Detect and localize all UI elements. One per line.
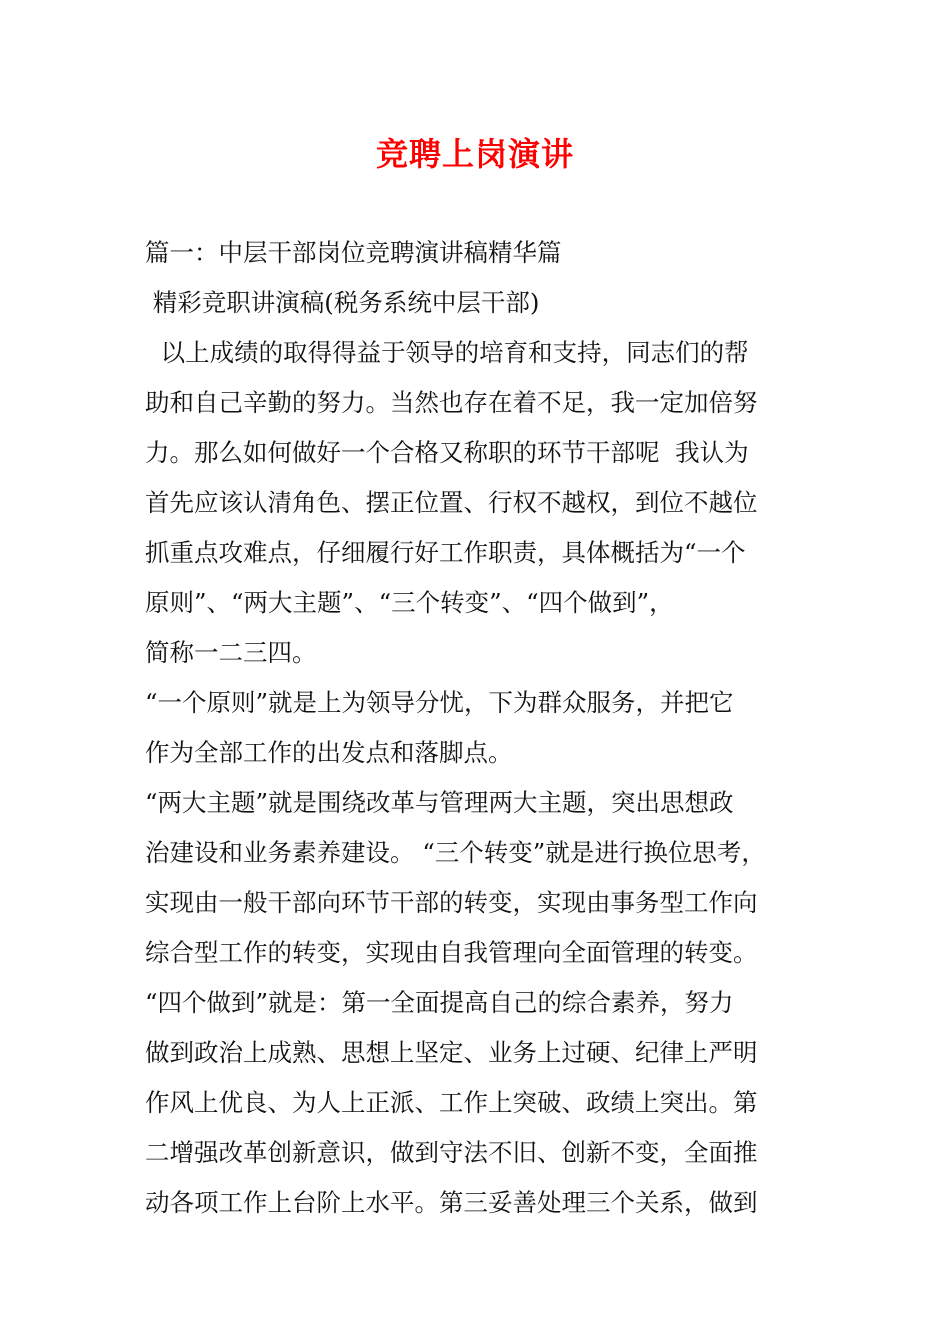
text-line: 实现由一般干部向环节干部的转变，实现由事务型工作向 xyxy=(145,888,758,917)
text-line: 作为全部工作的出发点和落脚点。 xyxy=(145,738,513,767)
text-line: 助和自己辛勤的努力。当然也存在着不足，我一定加倍努 xyxy=(145,388,758,417)
text-line: 简称一二三四。 xyxy=(145,638,317,667)
text-line: “一个原则”就是上为领导分忧，下为群众服务，并把它 xyxy=(145,688,734,717)
text-line: “两大主题”就是围绕改革与管理两大主题，突出思想政 xyxy=(145,788,734,817)
document-title: 竞聘上岗演讲 xyxy=(375,135,574,173)
text-line: 首先应该认清角色、摆正位置、行权不越权，到位不越位 xyxy=(145,488,758,517)
text-line: 二增强改革创新意识，做到守法不旧、创新不变，全面推 xyxy=(145,1138,758,1167)
text-line: 综合型工作的转变，实现由自我管理向全面管理的转变。 xyxy=(145,938,758,967)
text-line: 作风上优良、为人上正派、工作上突破、政绩上突出。第 xyxy=(145,1088,758,1117)
text-line: 原则”、“两大主题”、“三个转变”、“四个做到”， xyxy=(145,588,674,617)
text-line: 精彩竞职讲演稿(税务系统中层干部) xyxy=(145,288,540,317)
text-line: 力。那么如何做好一个合格又称职的环节干部呢 我认为 xyxy=(145,438,749,467)
text-line: 以上成绩的取得得益于领导的培育和支持，同志们的帮 xyxy=(145,338,749,367)
text-line: 抓重点攻难点，仔细履行好工作职责，具体概括为“一个 xyxy=(145,538,746,567)
text-line: 篇一：中层干部岗位竞聘演讲稿精华篇 xyxy=(145,238,562,267)
text-line: 动各项工作上台阶上水平。第三妥善处理三个关系，做到 xyxy=(145,1188,758,1217)
text-line: “四个做到”就是：第一全面提高自己的综合素养，努力 xyxy=(145,988,734,1017)
text-line: 治建设和业务素养建设。 “三个转变”就是进行换位思考， xyxy=(145,838,766,867)
document-body xyxy=(145,228,815,1228)
text-line: 做到政治上成熟、思想上坚定、业务上过硬、纪律上严明 xyxy=(145,1038,758,1067)
